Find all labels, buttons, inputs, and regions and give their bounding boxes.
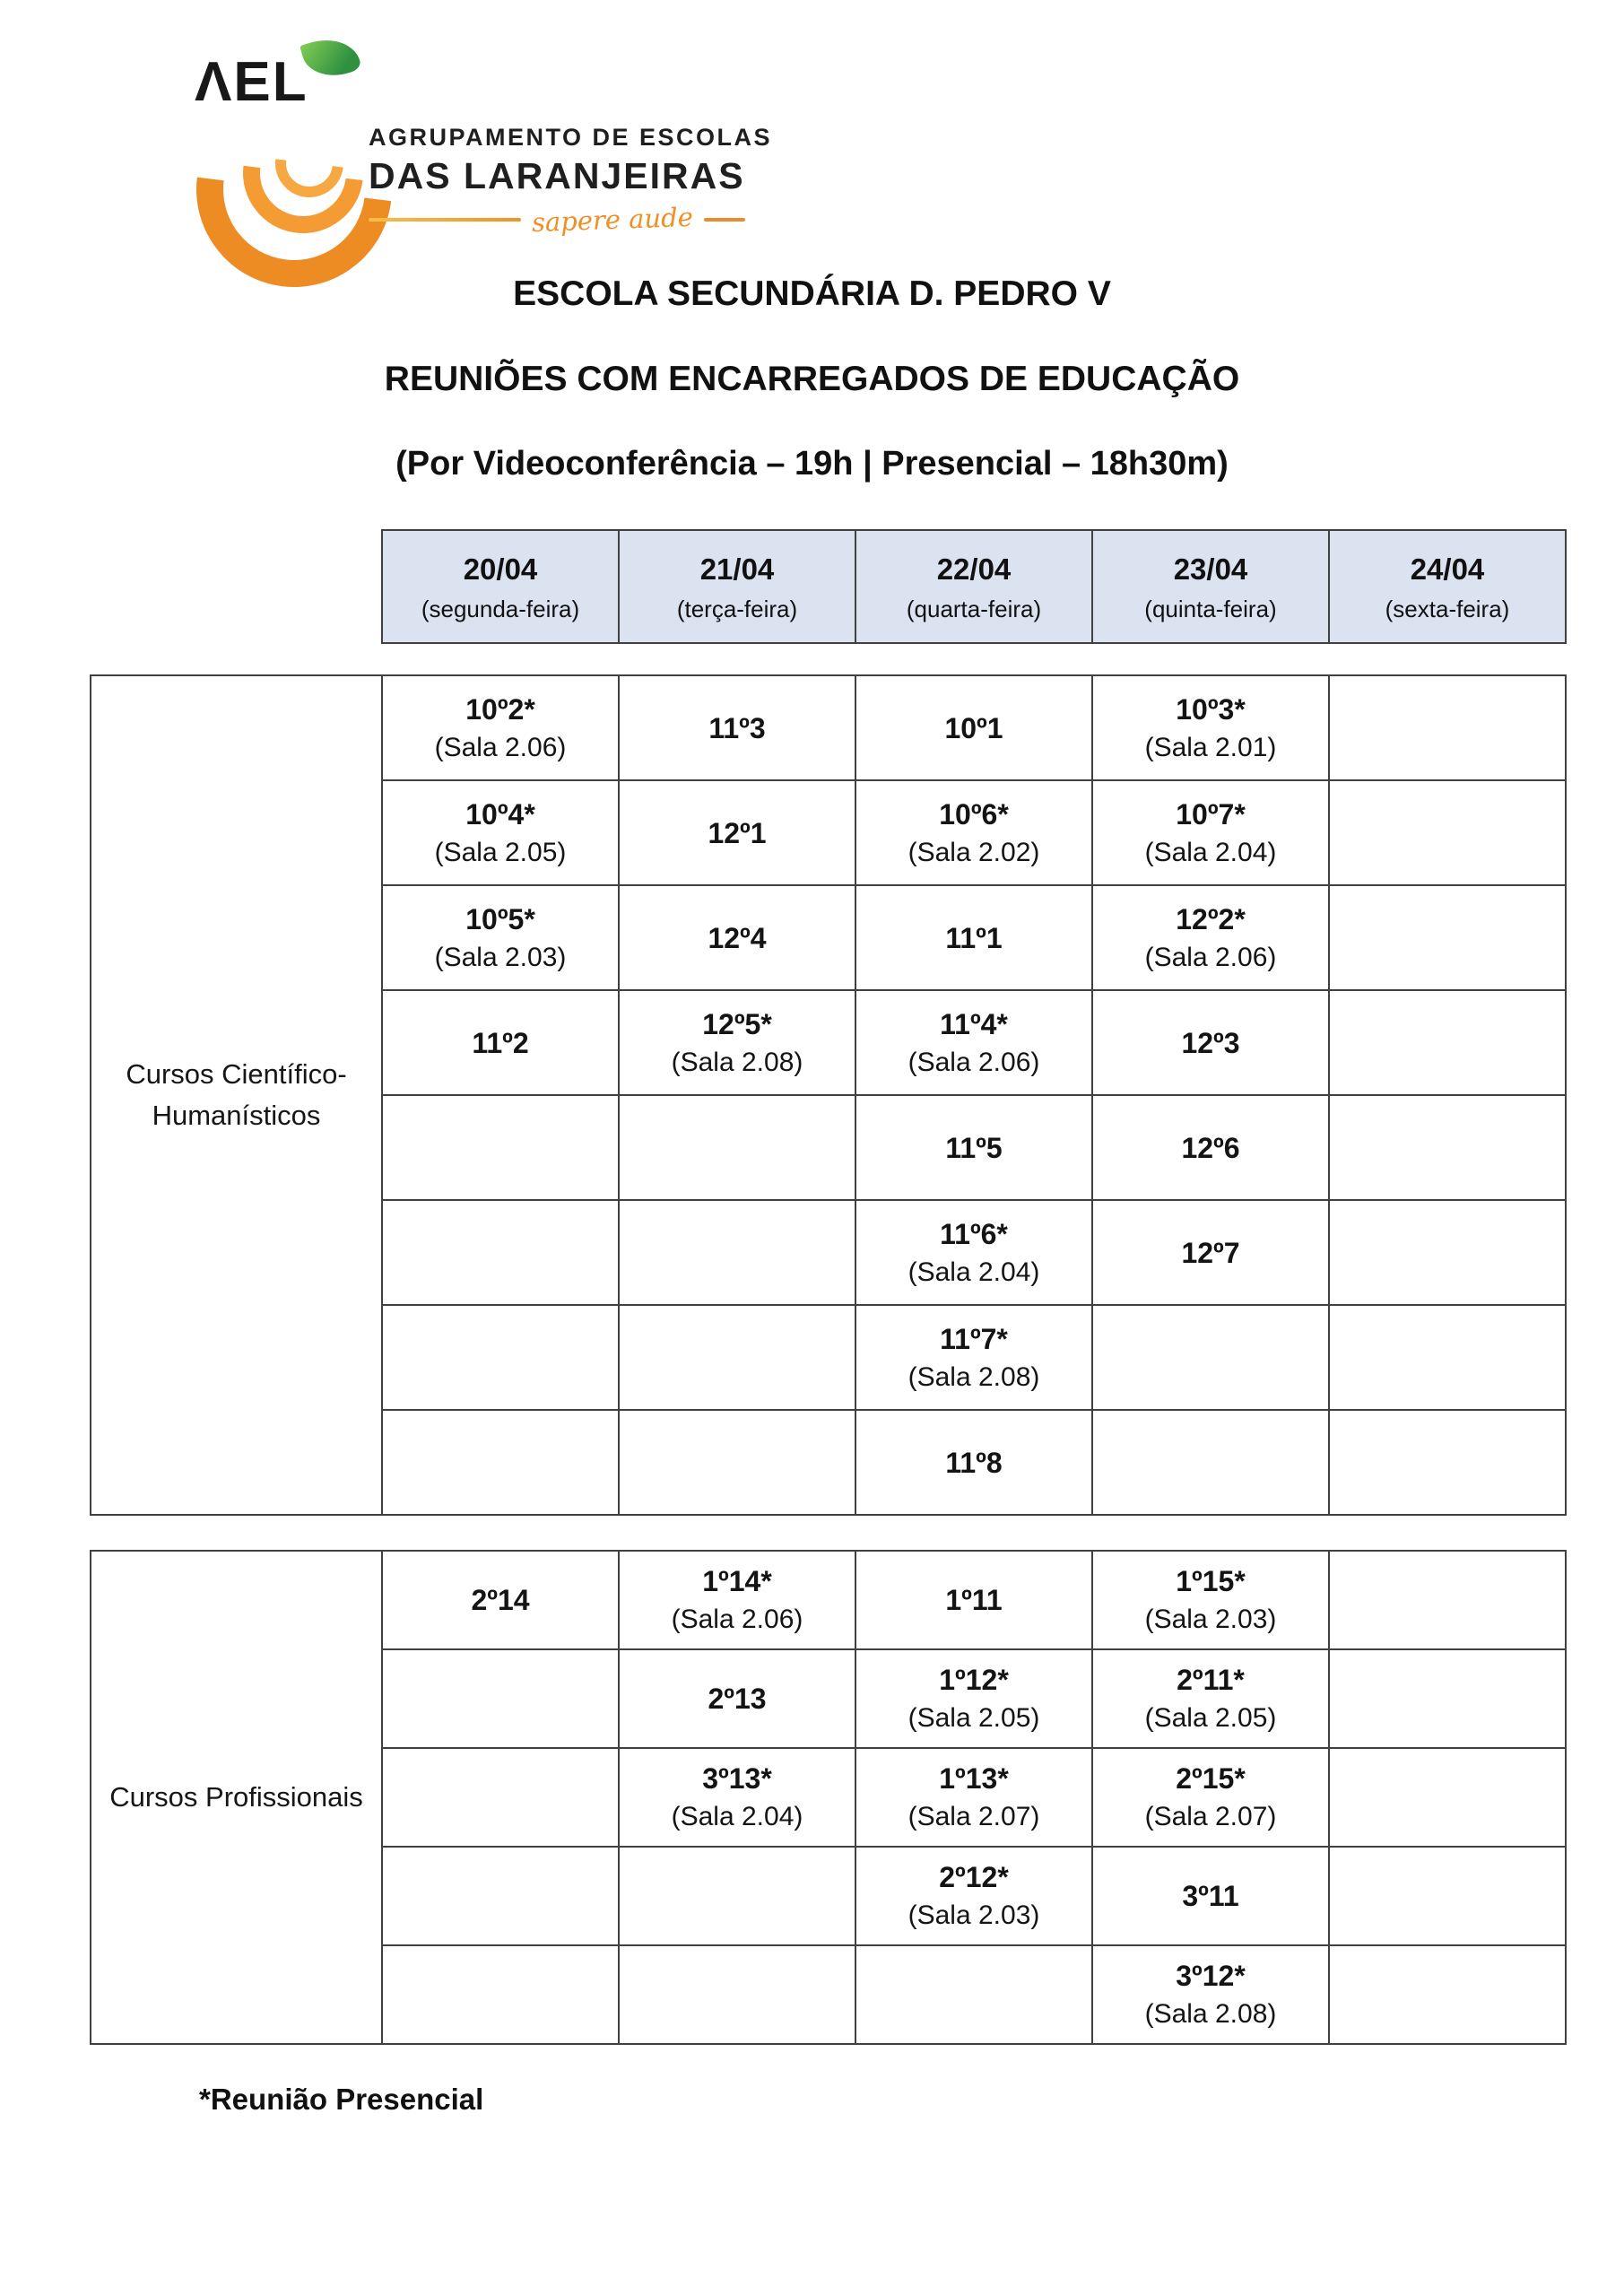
class-label: 10º5* (465, 902, 535, 935)
class-label: 3º12* (1176, 1960, 1246, 1992)
room-label: (Sala 2.06) (908, 1047, 1040, 1077)
schedule-cell (855, 1095, 1092, 1200)
schedule-cell (855, 1945, 1092, 2044)
class-label: 1º12* (939, 1664, 1009, 1696)
week-header-row (382, 530, 1566, 643)
class-label: 10º6* (939, 797, 1009, 831)
class-label: 11º6* (940, 1217, 1008, 1250)
logo-text-block (369, 124, 773, 239)
schedule-cell (855, 990, 1092, 1095)
class-label: 2º12* (939, 1861, 1009, 1893)
class-label: 2º11* (1177, 1664, 1245, 1696)
leaf-icon (300, 31, 362, 84)
schedule-cell (382, 1095, 619, 1200)
schedule-cell (1329, 1095, 1566, 1200)
room-label: (Sala 2.01) (1144, 732, 1277, 762)
class-label: 11º2 (472, 1026, 529, 1059)
schedule-cell (382, 675, 619, 780)
date-label: 20/04 (463, 552, 538, 586)
schedule-cell (1329, 675, 1566, 780)
schedule-cell (619, 1305, 855, 1410)
schedule-subtitle: (Por Videoconferência – 19h | Presencial – 18h30m) (395, 445, 1229, 483)
weekday-label: (sexta-feira) (1385, 596, 1510, 622)
schedule-cell (619, 1551, 855, 1649)
day-header-cell (1329, 530, 1566, 643)
schedule-cell (382, 1748, 619, 1847)
schedule-cell (855, 675, 1092, 780)
schedule-cell (382, 780, 619, 885)
schedule-cell (1092, 990, 1329, 1095)
schedule-cell (855, 780, 1092, 885)
motto-rule-right (704, 218, 745, 222)
room-label: (Sala 2.03) (1144, 1605, 1277, 1634)
room-label: (Sala 2.05) (908, 1703, 1040, 1733)
schedule-cell (1329, 1305, 1566, 1410)
class-label: 11º4* (940, 1007, 1008, 1040)
schedule-cell (619, 1945, 855, 2044)
class-label: 10º2* (465, 692, 535, 726)
schedule-cell (382, 885, 619, 990)
schedule-cell (619, 1748, 855, 1847)
date-label: 21/04 (699, 552, 775, 586)
schedule-cell (855, 1305, 1092, 1410)
class-label: 10º1 (944, 711, 1003, 744)
room-label: (Sala 2.02) (908, 837, 1040, 867)
schedule-cell (1092, 1200, 1329, 1305)
schedule-cell (855, 1551, 1092, 1649)
class-label: 12º7 (1181, 1236, 1240, 1269)
class-label: 2º13 (708, 1683, 767, 1715)
class-label: 11º5 (945, 1131, 1003, 1164)
document-title: REUNIÕES COM ENCARREGADOS DE EDUCAÇÃO (384, 360, 1240, 398)
schedule-row (91, 1551, 1566, 1649)
class-label: 11º3 (708, 711, 766, 744)
class-label: 12º1 (708, 816, 767, 849)
logo-acronym: ΛEL (195, 51, 308, 113)
class-label: 2º14 (471, 1584, 530, 1616)
weekday-label: (quarta-feira) (906, 596, 1042, 622)
schedule-cell (1329, 1200, 1566, 1305)
logo-org-line2: DAS LARANJEIRAS (369, 155, 745, 196)
schedule-cell (382, 1847, 619, 1945)
class-label: 1º15* (1176, 1565, 1246, 1597)
day-header-cell (382, 530, 619, 643)
schedule-cell (619, 1847, 855, 1945)
class-label: 10º3* (1176, 692, 1246, 726)
motto-rule-left (369, 218, 521, 222)
class-label: 11º1 (945, 921, 1003, 954)
day-header-cell (619, 530, 855, 643)
class-label: 2º15* (1176, 1762, 1246, 1795)
schedule-cell (619, 675, 855, 780)
room-label: (Sala 2.07) (908, 1802, 1040, 1831)
room-label: (Sala 2.04) (1144, 837, 1277, 867)
schedule-cell (1092, 1305, 1329, 1410)
schedule-cell (382, 1200, 619, 1305)
room-label: (Sala 2.06) (671, 1605, 803, 1634)
day-header-cell (1092, 530, 1329, 643)
room-label: (Sala 2.06) (1144, 942, 1277, 972)
room-label: (Sala 2.08) (908, 1361, 1040, 1392)
section-label-cell: Cursos Científico-Humanísticos (91, 675, 382, 1515)
schedule-cell (1329, 1847, 1566, 1945)
schedule-cell (1329, 885, 1566, 990)
schedule-cell (855, 1410, 1092, 1515)
schedule-cell (1329, 990, 1566, 1095)
class-label: 3º11 (1182, 1880, 1239, 1912)
schedule-cell (1092, 1847, 1329, 1945)
date-label: 24/04 (1410, 552, 1485, 586)
room-label: (Sala 2.04) (671, 1802, 803, 1831)
class-label: 3º13* (702, 1762, 772, 1795)
day-header-cell (855, 530, 1092, 643)
class-label: 11º8 (945, 1446, 1003, 1479)
room-label: (Sala 2.03) (908, 1900, 1040, 1930)
schedule-cell (1092, 1748, 1329, 1847)
schedule-cell (855, 1748, 1092, 1847)
schedule-cell (382, 1945, 619, 2044)
schedule-cell (1329, 1649, 1566, 1748)
schedule-cell (1092, 1649, 1329, 1748)
room-label: (Sala 2.05) (1144, 1703, 1277, 1733)
schedule-cell (382, 1305, 619, 1410)
logo-motto-row (369, 201, 745, 239)
schedule-cell (1092, 1945, 1329, 2044)
schedule-cell (1092, 1551, 1329, 1649)
footnote-presential-note: *Reunião Presencial (199, 2083, 484, 2116)
schedule-cell (1329, 1945, 1566, 2044)
class-label: 12º4 (708, 921, 767, 954)
week-header-table (381, 529, 1567, 644)
schedule-cell (855, 885, 1092, 990)
date-label: 23/04 (1173, 552, 1248, 586)
section-table-profissionais (90, 1550, 1567, 2045)
schedule-cell (619, 780, 855, 885)
class-label: 10º4* (465, 797, 535, 831)
class-label: 12º2* (1176, 902, 1246, 935)
weekday-label: (terça-feira) (676, 596, 798, 622)
section-label-cell: Cursos Profissionais (91, 1551, 382, 2044)
section-table-cientifico-humanisticos (90, 674, 1567, 1516)
schedule-cell (1092, 675, 1329, 780)
schedule-cell (1092, 1410, 1329, 1515)
schedule-cell (619, 990, 855, 1095)
class-label: 10º7* (1176, 797, 1246, 831)
schedule-cell (1092, 885, 1329, 990)
schedule-cell (619, 1410, 855, 1515)
schedule-cell (619, 1649, 855, 1748)
room-label: (Sala 2.04) (908, 1257, 1040, 1287)
room-label: (Sala 2.07) (1144, 1802, 1277, 1831)
schedule-cell (382, 1649, 619, 1748)
room-label: (Sala 2.05) (434, 837, 567, 867)
schedule-cell (619, 1095, 855, 1200)
schedule-cell (855, 1649, 1092, 1748)
class-label: 1º11 (945, 1584, 1003, 1616)
class-label: 12º5* (702, 1007, 772, 1040)
school-logo (193, 36, 773, 260)
schedule-cell (382, 990, 619, 1095)
logo-orange-mark (193, 36, 377, 258)
class-label: 12º3 (1181, 1026, 1240, 1059)
logo-org-line1: AGRUPAMENTO DE ESCOLAS (369, 124, 773, 151)
room-label: (Sala 2.08) (1144, 1999, 1277, 2029)
class-label: 1º14* (702, 1565, 772, 1597)
schedule-cell (1092, 1095, 1329, 1200)
weekday-label: (quinta-feira) (1144, 596, 1277, 622)
class-label: 12º6 (1181, 1131, 1240, 1164)
school-title: ESCOLA SECUNDÁRIA D. PEDRO V (513, 274, 1111, 313)
schedule-cell (619, 1200, 855, 1305)
schedule-cell (1329, 1410, 1566, 1515)
schedule-cell (1329, 780, 1566, 885)
room-label: (Sala 2.06) (434, 732, 567, 762)
schedule-row (91, 675, 1566, 780)
weekday-label: (segunda-feira) (421, 596, 580, 622)
schedule-cell (382, 1551, 619, 1649)
class-label: 1º13* (939, 1762, 1009, 1795)
room-label: (Sala 2.03) (434, 942, 567, 972)
schedule-cell (855, 1200, 1092, 1305)
schedule-cell (1329, 1748, 1566, 1847)
schedule-cell (619, 885, 855, 990)
schedule-cell (855, 1847, 1092, 1945)
room-label: (Sala 2.08) (671, 1047, 803, 1077)
schedule-cell (382, 1410, 619, 1515)
date-label: 22/04 (936, 552, 1012, 586)
logo-motto: sapere aude (531, 201, 694, 239)
class-label: 11º7* (940, 1322, 1008, 1355)
schedule-cell (1092, 780, 1329, 885)
schedule-cell (1329, 1551, 1566, 1649)
